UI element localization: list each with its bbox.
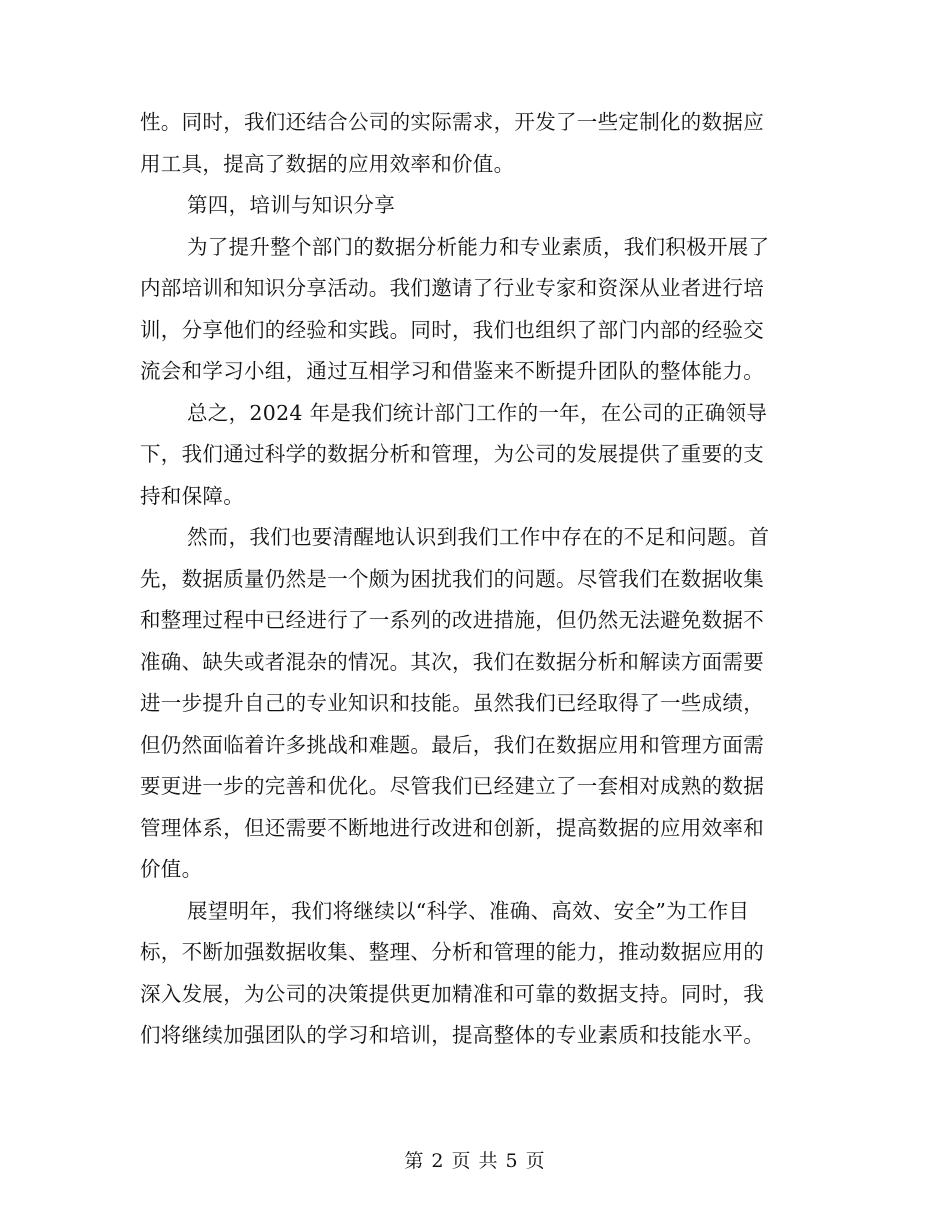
text-line: 第四，培训与知识分享 bbox=[187, 193, 395, 217]
text-line: 但仍然面临着许多挑战和难题。最后，我们在数据应用和管理方面需 bbox=[140, 732, 764, 757]
text-line: 训，分享他们的经验和实践。同时，我们也组织了部门内部的经验交 bbox=[140, 317, 764, 342]
text-line: 标，不断加强数据收集、整理、分析和管理的能力，推动数据应用的 bbox=[140, 940, 764, 964]
text-line: 用工具，提高了数据的应用效率和价值。 bbox=[140, 151, 515, 176]
text-line: 深入发展，为公司的决策提供更加精准和可靠的数据支持。同时，我 bbox=[140, 981, 764, 1006]
text-line: 然而，我们也要清醒地认识到我们工作中存在的不足和问题。首 bbox=[187, 525, 770, 549]
text-line: 准确、缺失或者混杂的情况。其次，我们在数据分析和解读方面需要 bbox=[140, 649, 764, 674]
page-number-footer: 第 2 页 共 5 页 bbox=[404, 1150, 546, 1172]
document-body bbox=[140, 102, 795, 1057]
text-line: 性。同时，我们还结合公司的实际需求，开发了一些定制化的数据应 bbox=[140, 110, 764, 134]
text-line: 价值。 bbox=[140, 857, 203, 881]
text-line: 下，我们通过科学的数据分析和管理，为公司的发展提供了重要的支 bbox=[140, 442, 764, 466]
text-line: 进一步提升自己的专业知识和技能。虽然我们已经取得了一些成绩， bbox=[140, 691, 764, 715]
text-line: 管理体系，但还需要不断地进行改进和创新，提高数据的应用效率和 bbox=[140, 815, 764, 840]
text-line: 持和保障。 bbox=[140, 483, 244, 508]
text-line: 先，数据质量仍然是一个颇为困扰我们的问题。尽管我们在数据收集 bbox=[140, 566, 764, 591]
text-line: 展望明年，我们将继续以“科学、准确、高效、安全”为工作目 bbox=[187, 898, 750, 923]
text-line: 流会和学习小组，通过互相学习和借鉴来不断提升团队的整体能力。 bbox=[140, 359, 764, 383]
text-line: 和整理过程中已经进行了一系列的改进措施，但仍然无法避免数据不 bbox=[140, 608, 764, 632]
text-line: 为了提升整个部门的数据分析能力和专业素质，我们积极开展了 bbox=[187, 234, 770, 259]
text-line: 总之，2024 年是我们统计部门工作的一年，在公司的正确领导 bbox=[187, 400, 768, 425]
text-line: 内部培训和知识分享活动。我们邀请了行业专家和资深从业者进行培 bbox=[140, 276, 764, 300]
text-line: 要更进一步的完善和优化。尽管我们已经建立了一套相对成熟的数据 bbox=[140, 774, 764, 798]
text-line: 们将继续加强团队的学习和培训，提高整体的专业素质和技能水平。 bbox=[140, 1023, 764, 1047]
